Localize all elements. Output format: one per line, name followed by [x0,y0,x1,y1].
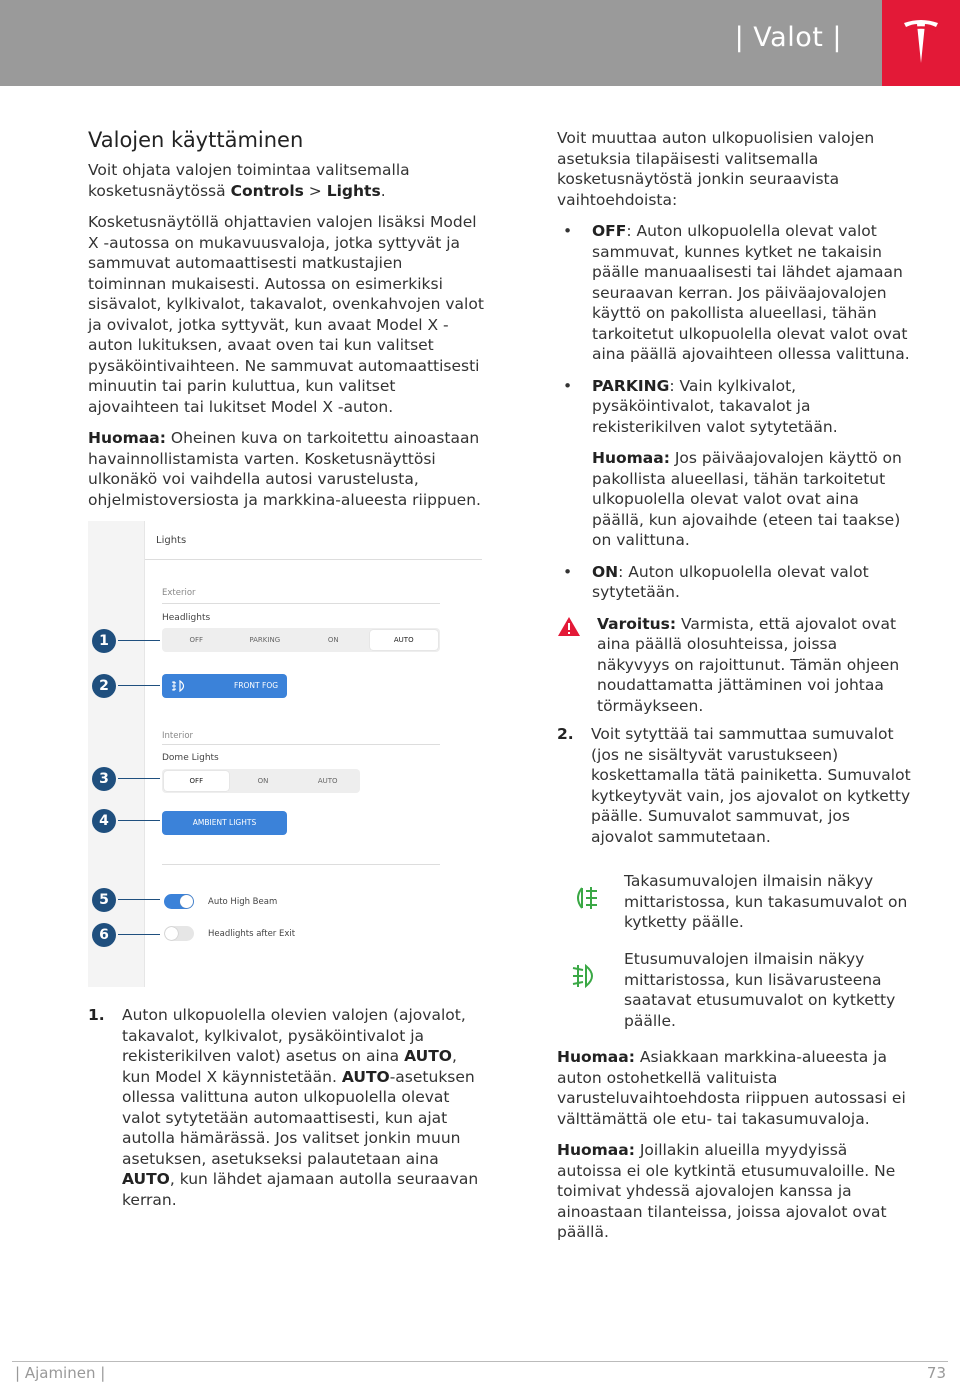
intro-paragraph: Voit ohjata valojen toimintaa valitsemalla kosketusnäytössä Controls > Lights. [88,161,410,200]
panel-title: Lights [156,535,187,546]
callout-2: 2 [92,674,116,698]
rear-fog-light-icon [571,885,599,911]
dome-auto[interactable]: AUTO [317,777,338,785]
rear-fog-text: Takasumuvalojen ilmaisin näkyy mittaristossa, kun takasumuvalot on kytketty päälle. [624,872,908,931]
callout-6: 6 [92,923,116,947]
headlights-off[interactable]: OFF [189,636,204,644]
section-heading: Valojen käyttäminen [88,128,304,152]
options-intro: Voit muuttaa auton ulkopuolisien valojen asetuksia tilapäisesti valitsemalla kosketusnäytöstä jonkin seuraavista vaihtoehdoista: [557,129,875,209]
note-paragraph-2: Huomaa: Asiakkaan markkina-alueesta ja auton ostohetkellä valituista varusteluvaihtoehdosta riippuen autossasi ei välttämättä ole etu- tai takasumuvaloja. [557,1048,906,1128]
headlights-selector [162,628,440,652]
numbered-list-2 [557,724,913,847]
footer-section: | Ajaminen | [15,1364,106,1382]
note-paragraph-3: Huomaa: Joillakin alueilla myydyissä autoissa ei ole kytkintä etusumuvaloille. Ne toimivat yhdessä ajovalojen kanssa ja ainoastaan tilanteissa, joissa ajovalot ovat päällä. [557,1141,896,1241]
dome-lights-label: Dome Lights [162,753,219,763]
warning-triangle-icon [557,616,581,637]
exterior-label: Exterior [162,588,196,598]
callout-1: 1 [92,629,116,653]
headlights-after-exit-label: Headlights after Exit [208,929,296,939]
ambient-lights-button[interactable]: AMBIENT LIGHTS [162,811,287,835]
auto-high-beam-toggle[interactable] [164,894,194,909]
interior-label: Interior [162,731,194,741]
dome-lights-selector [162,769,360,793]
options-list [557,221,913,437]
headlights-after-exit-toggle[interactable] [164,926,194,941]
dome-off[interactable]: OFF [164,771,229,791]
auto-high-beam-label: Auto High Beam [208,897,278,907]
numbered-list [88,1005,484,1210]
list-item-1: 1. Auton ulkopuolella olevien valojen (ajovalot, takavalot, kylkivalot, pysäköintivalot ja rekisterikilven valot) asetus on aina AUTO, kun Model X käynnistetään. AUTO-asetuksen ollessa valittuna auton ulkopuolella olevat valot sytytetään automaattisesti, kun ajat autolla hämärässä. Jos valitset jonkin muun asetuksen, asetukseksi palautetaan aina AUTO, kun lähdet ajamaan autolla seuraavan kerran. [88,1006,479,1209]
front-fog-text: Etusumuvalojen ilmaisin näkyy mittaristossa, kun lisävarusteena saatavat etusumuvalot on kytketty päälle. [624,950,896,1030]
front-fog-icon [171,680,189,692]
callout-3: 3 [92,767,116,791]
left-column [88,128,484,1220]
footer-divider [12,1361,948,1362]
header-title: | Valot | [734,22,842,53]
callout-4: 4 [92,809,116,833]
option-parking: • PARKING: Vain kylkivalot, pysäköintivalot, takavalot ja rekisterikilven valot sytytetään. [563,376,838,436]
front-fog-light-icon [571,963,599,989]
headlights-auto[interactable]: AUTO [370,630,439,650]
dome-on[interactable]: ON [257,777,269,785]
front-fog-button[interactable] [162,674,287,698]
lights-screen-figure [88,521,481,987]
headlights-parking[interactable]: PARKING [249,636,281,644]
comfort-lights-paragraph: Kosketusnäytöllä ohjattavien valojen lisäksi Model X -autossa on mukavuusvaloja, jotka syttyvät ja sammuvat automaattisesti matkustajien toiminnan mukaisesti. Autossa on esimerkiksi sisävalot, kylkivalot, takavalot, ovenkahvojen valot ja ovivalot, jotka syttyvät, kun avaat Model X -auton lukituksen, avaat oven tai kun valitset pysäköintivaihteen. Ne sammuvat automaattisesti minuutin tai parin kuluttua, kun valitset ajovaihteen tai lukitset Model X -auton. [88,213,484,416]
front-fog-indicator-row [557,949,913,1031]
option-on: • ON: Auton ulkopuolella olevat valot sytytetään. [563,562,869,601]
lights-panel [144,521,482,987]
headlights-on[interactable]: ON [327,636,339,644]
headlights-label: Headlights [162,613,211,623]
front-fog-label: FRONT FOG [234,681,279,690]
page-header [0,0,960,86]
right-column [557,128,913,1254]
tesla-logo-icon [903,19,939,65]
list-item-2: 2. Voit sytyttää tai sammuttaa sumuvalot (jos ne sisältyvät varustukseen) koskettamalla tätä painiketta. Sumuvalot kytkeytyvät vain, jos ajovalot on kytketty päälle. Sumuvalot sammuvat, jos ajovalot sammutetaan. [557,725,911,846]
callout-5: 5 [92,888,116,912]
warning-box: Varoitus: Varmista, että ajovalot ovat aina päällä olosuhteissa, joissa näkyvyys on rajoittunut. Tämän ohjeen noudattamatta jättäminen voi johtaa törmäykseen. [557,614,913,717]
parking-note: Huomaa: Jos päiväajovalojen käyttö on pakollista alueellasi, tähän tarkoitetut ulkopuolella olevat valot ovat aina päällä, kun ajovaihde (eteen tai taakse) on valittuna. [592,449,902,549]
option-off: • OFF: Auton ulkopuolella olevat valot sammuvat, kunnes kytket ne takaisin päälle manuaalisesti tai lähdet ajamaan seuraavan kerran. Jos päiväajovalojen käyttö on pakollista alueellasi, tähän tarkoitetut ulkopuolella olevat valot ovat aina päällä ajovaihteen ollessa valittuna. [563,222,910,363]
options-list-2 [557,562,913,603]
note-paragraph: Huomaa: Oheinen kuva on tarkoitettu ainoastaan havainnollistamista varten. Kosketusnäyttösi ulkonäkö voi vaihdella autosi varustelusta, ohjelmistoversiosta ja markkina-alueesta riippuen. [88,429,481,509]
tesla-logo [882,0,960,86]
page-number: 73 [926,1364,946,1382]
rear-fog-indicator-row [557,871,913,933]
